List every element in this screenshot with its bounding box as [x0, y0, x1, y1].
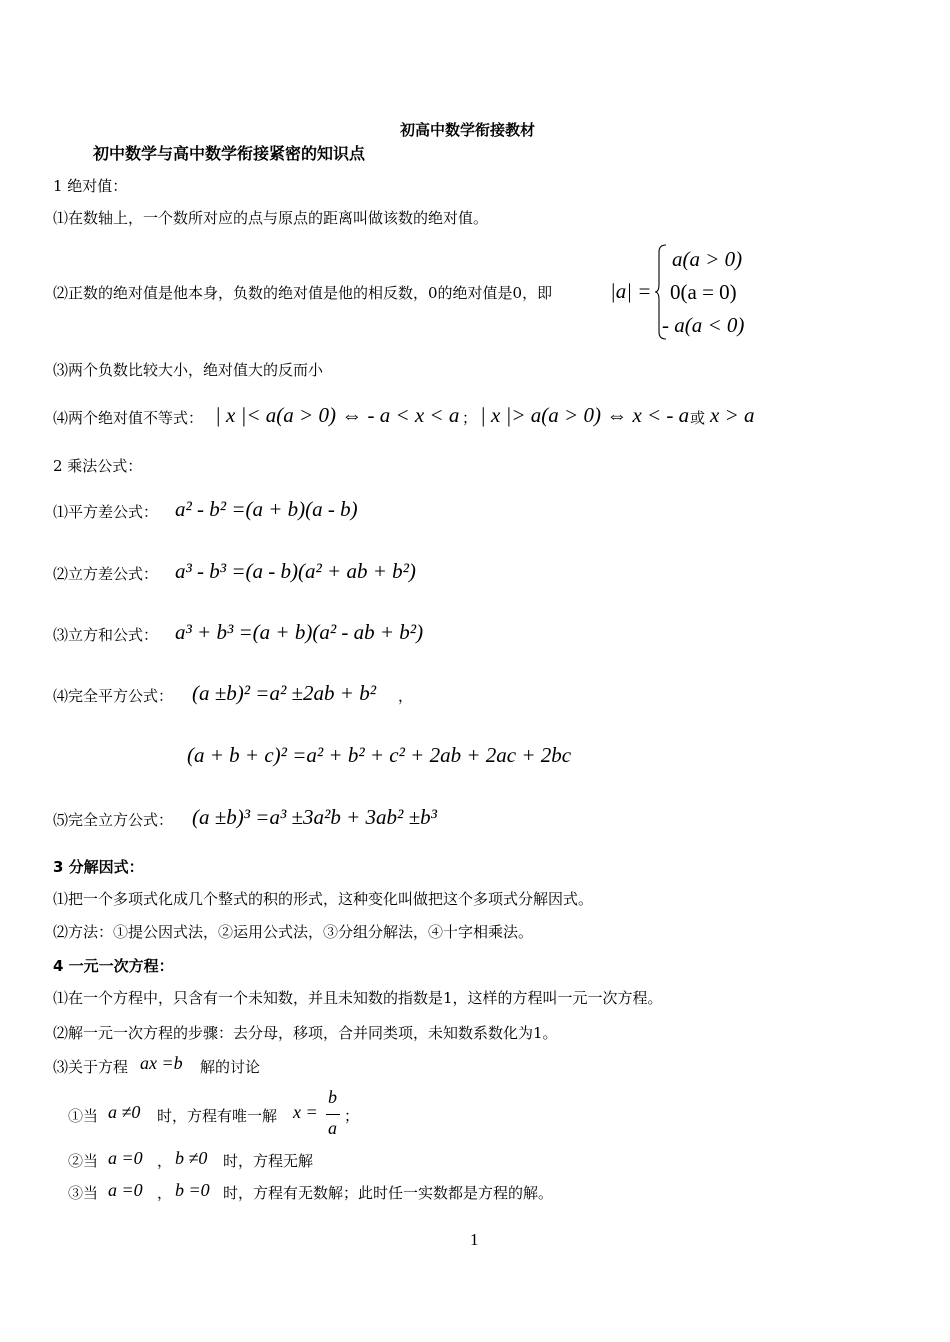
diff-squares-label: ⑴平方差公式：	[53, 503, 159, 521]
linear-equation-steps: ⑵解一元一次方程的步骤：去分母，移项，合并同类项，未知数系数化为1。	[53, 1024, 558, 1042]
section-3-heading: 3 分解因式：	[53, 858, 144, 876]
equation-discussion-label: ⑶关于方程	[53, 1058, 129, 1076]
case-3-prefix: ③当	[68, 1184, 99, 1202]
case-2-condition-a	[108, 1148, 143, 1169]
case-3-text: 时，方程有无数解；此时任一实数都是方程的解。	[223, 1184, 554, 1202]
abs-inequality-label: ⑷两个绝对值不等式：	[53, 409, 204, 427]
case-3-condition-a	[108, 1180, 143, 1201]
negative-compare-rule: ⑶两个负数比较大小，绝对值大的反而小	[53, 361, 324, 379]
case-1-condition	[108, 1102, 140, 1123]
case-2-condition-b	[175, 1148, 207, 1169]
case-2-prefix: ②当	[68, 1152, 99, 1170]
piecewise-case-positive	[672, 247, 742, 272]
case-2-text: 时，方程无解	[223, 1152, 314, 1170]
abs-lhs	[610, 279, 651, 304]
abs-inequality-separator: ；	[462, 409, 478, 427]
case-3-b-text: b =0	[175, 1180, 210, 1200]
linear-equation-definition: ⑴在一个方程中，只含有一个未知数，并且未知数的指数是1，这样的方程叫一元一次方程。	[53, 989, 663, 1007]
perfect-cube-label: ⑸完全立方公式：	[53, 811, 174, 829]
page-number: 1	[470, 1230, 479, 1249]
trinomial-square-formula	[187, 743, 571, 768]
section-4-heading: 4 一元一次方程：	[53, 957, 174, 975]
case-1-end: ；	[344, 1107, 360, 1125]
perfect-cube-formula	[192, 805, 437, 830]
case-positive-text: a(a > 0)	[672, 247, 743, 271]
fraction-numerator	[328, 1087, 337, 1108]
abs-inequality-formula-1	[215, 403, 459, 428]
diff-squares-text: a² - b² =(a + b)(a - b)	[175, 497, 358, 521]
case-3-a-text: a =0	[108, 1180, 143, 1200]
equation-ax-b	[140, 1053, 183, 1074]
document-subtitle: 初中数学与高中数学衔接紧密的知识点	[93, 144, 366, 163]
perfect-square-label: ⑷完全平方公式：	[53, 687, 174, 705]
case-3-condition-b	[175, 1180, 210, 1201]
factorization-definition: ⑴把一个多项式化成几个整式的积的形式，这种变化叫做把这个多项式分解因式。	[53, 890, 594, 908]
abs-inequality-formula-2	[480, 403, 689, 428]
abs-inequality-or: 或	[690, 409, 706, 427]
diff-squares-formula	[175, 497, 358, 522]
piecewise-case-zero: 0(a = 0)	[670, 280, 737, 304]
case-2-a-text: a =0	[108, 1148, 143, 1168]
perfect-cube-text: (a ±b)³ =a³ ±3a²b + 3ab² ±b³	[192, 805, 437, 829]
perfect-square-comma: ，	[398, 687, 414, 705]
abs-ineq-2-text: | x |> a(a > 0) ⇔ x < - a	[480, 403, 690, 427]
sum-cubes-formula	[175, 620, 423, 645]
trinomial-square-text: (a + b + c)² =a² + b² + c² + 2ab + 2ac + 2bc	[187, 743, 572, 767]
sum-cubes-text: a³ + b³ =(a + b)(a² - ab + b²)	[175, 620, 424, 644]
case-negative-text: - a(a < 0)	[662, 313, 745, 337]
perfect-square-formula	[192, 681, 376, 706]
piecewise-case-negative	[662, 313, 744, 338]
abs-ineq-1-text: | x |< a(a > 0) ⇔ - a < x < a	[215, 403, 460, 427]
case-2-separator: ，	[157, 1152, 173, 1170]
case-2-b-text: b ≠0	[175, 1148, 208, 1168]
fraction-numerator-text: b	[328, 1087, 337, 1107]
fraction-bar	[326, 1114, 340, 1115]
sum-cubes-label: ⑶立方和公式：	[53, 626, 159, 644]
case-1-x-equals	[293, 1102, 318, 1123]
case-1-condition-text: a ≠0	[108, 1102, 141, 1122]
case-1-text: 时，方程有唯一解	[157, 1107, 278, 1125]
diff-cubes-formula	[175, 559, 416, 584]
abs-value-rule: ⑵正数的绝对值是他本身，负数的绝对值是他的相反数，0的绝对值是0，即	[53, 284, 553, 302]
case-3-separator: ，	[157, 1184, 173, 1202]
equation-discussion-tail: 解的讨论	[200, 1058, 261, 1076]
perfect-square-text: (a ±b)² =a² ±2ab + b²	[192, 681, 377, 705]
case-1-x-text: x =	[293, 1102, 318, 1122]
diff-cubes-text: a³ - b³ =(a - b)(a² + ab + b²)	[175, 559, 416, 583]
case-1-prefix: ①当	[68, 1107, 99, 1125]
diff-cubes-label: ⑵立方差公式：	[53, 565, 159, 583]
section-1-heading: 1 绝对值：	[53, 177, 128, 195]
abs-lhs-text: |a| =	[610, 279, 652, 303]
fraction-denominator	[328, 1118, 337, 1139]
abs-definition: ⑴在数轴上，一个数所对应的点与原点的距离叫做该数的绝对值。	[53, 209, 489, 227]
equation-ax-b-text: ax =b	[140, 1053, 183, 1073]
fraction-denominator-text: a	[328, 1118, 337, 1138]
abs-inequality-formula-3	[710, 403, 755, 428]
document-title: 初高中数学衔接教材	[400, 121, 536, 139]
section-2-heading: 2 乘法公式：	[53, 457, 143, 475]
abs-ineq-3-text: x > a	[710, 403, 755, 427]
factorization-methods: ⑵方法：①提公因式法，②运用公式法，③分组分解法，④十字相乘法。	[53, 923, 534, 941]
